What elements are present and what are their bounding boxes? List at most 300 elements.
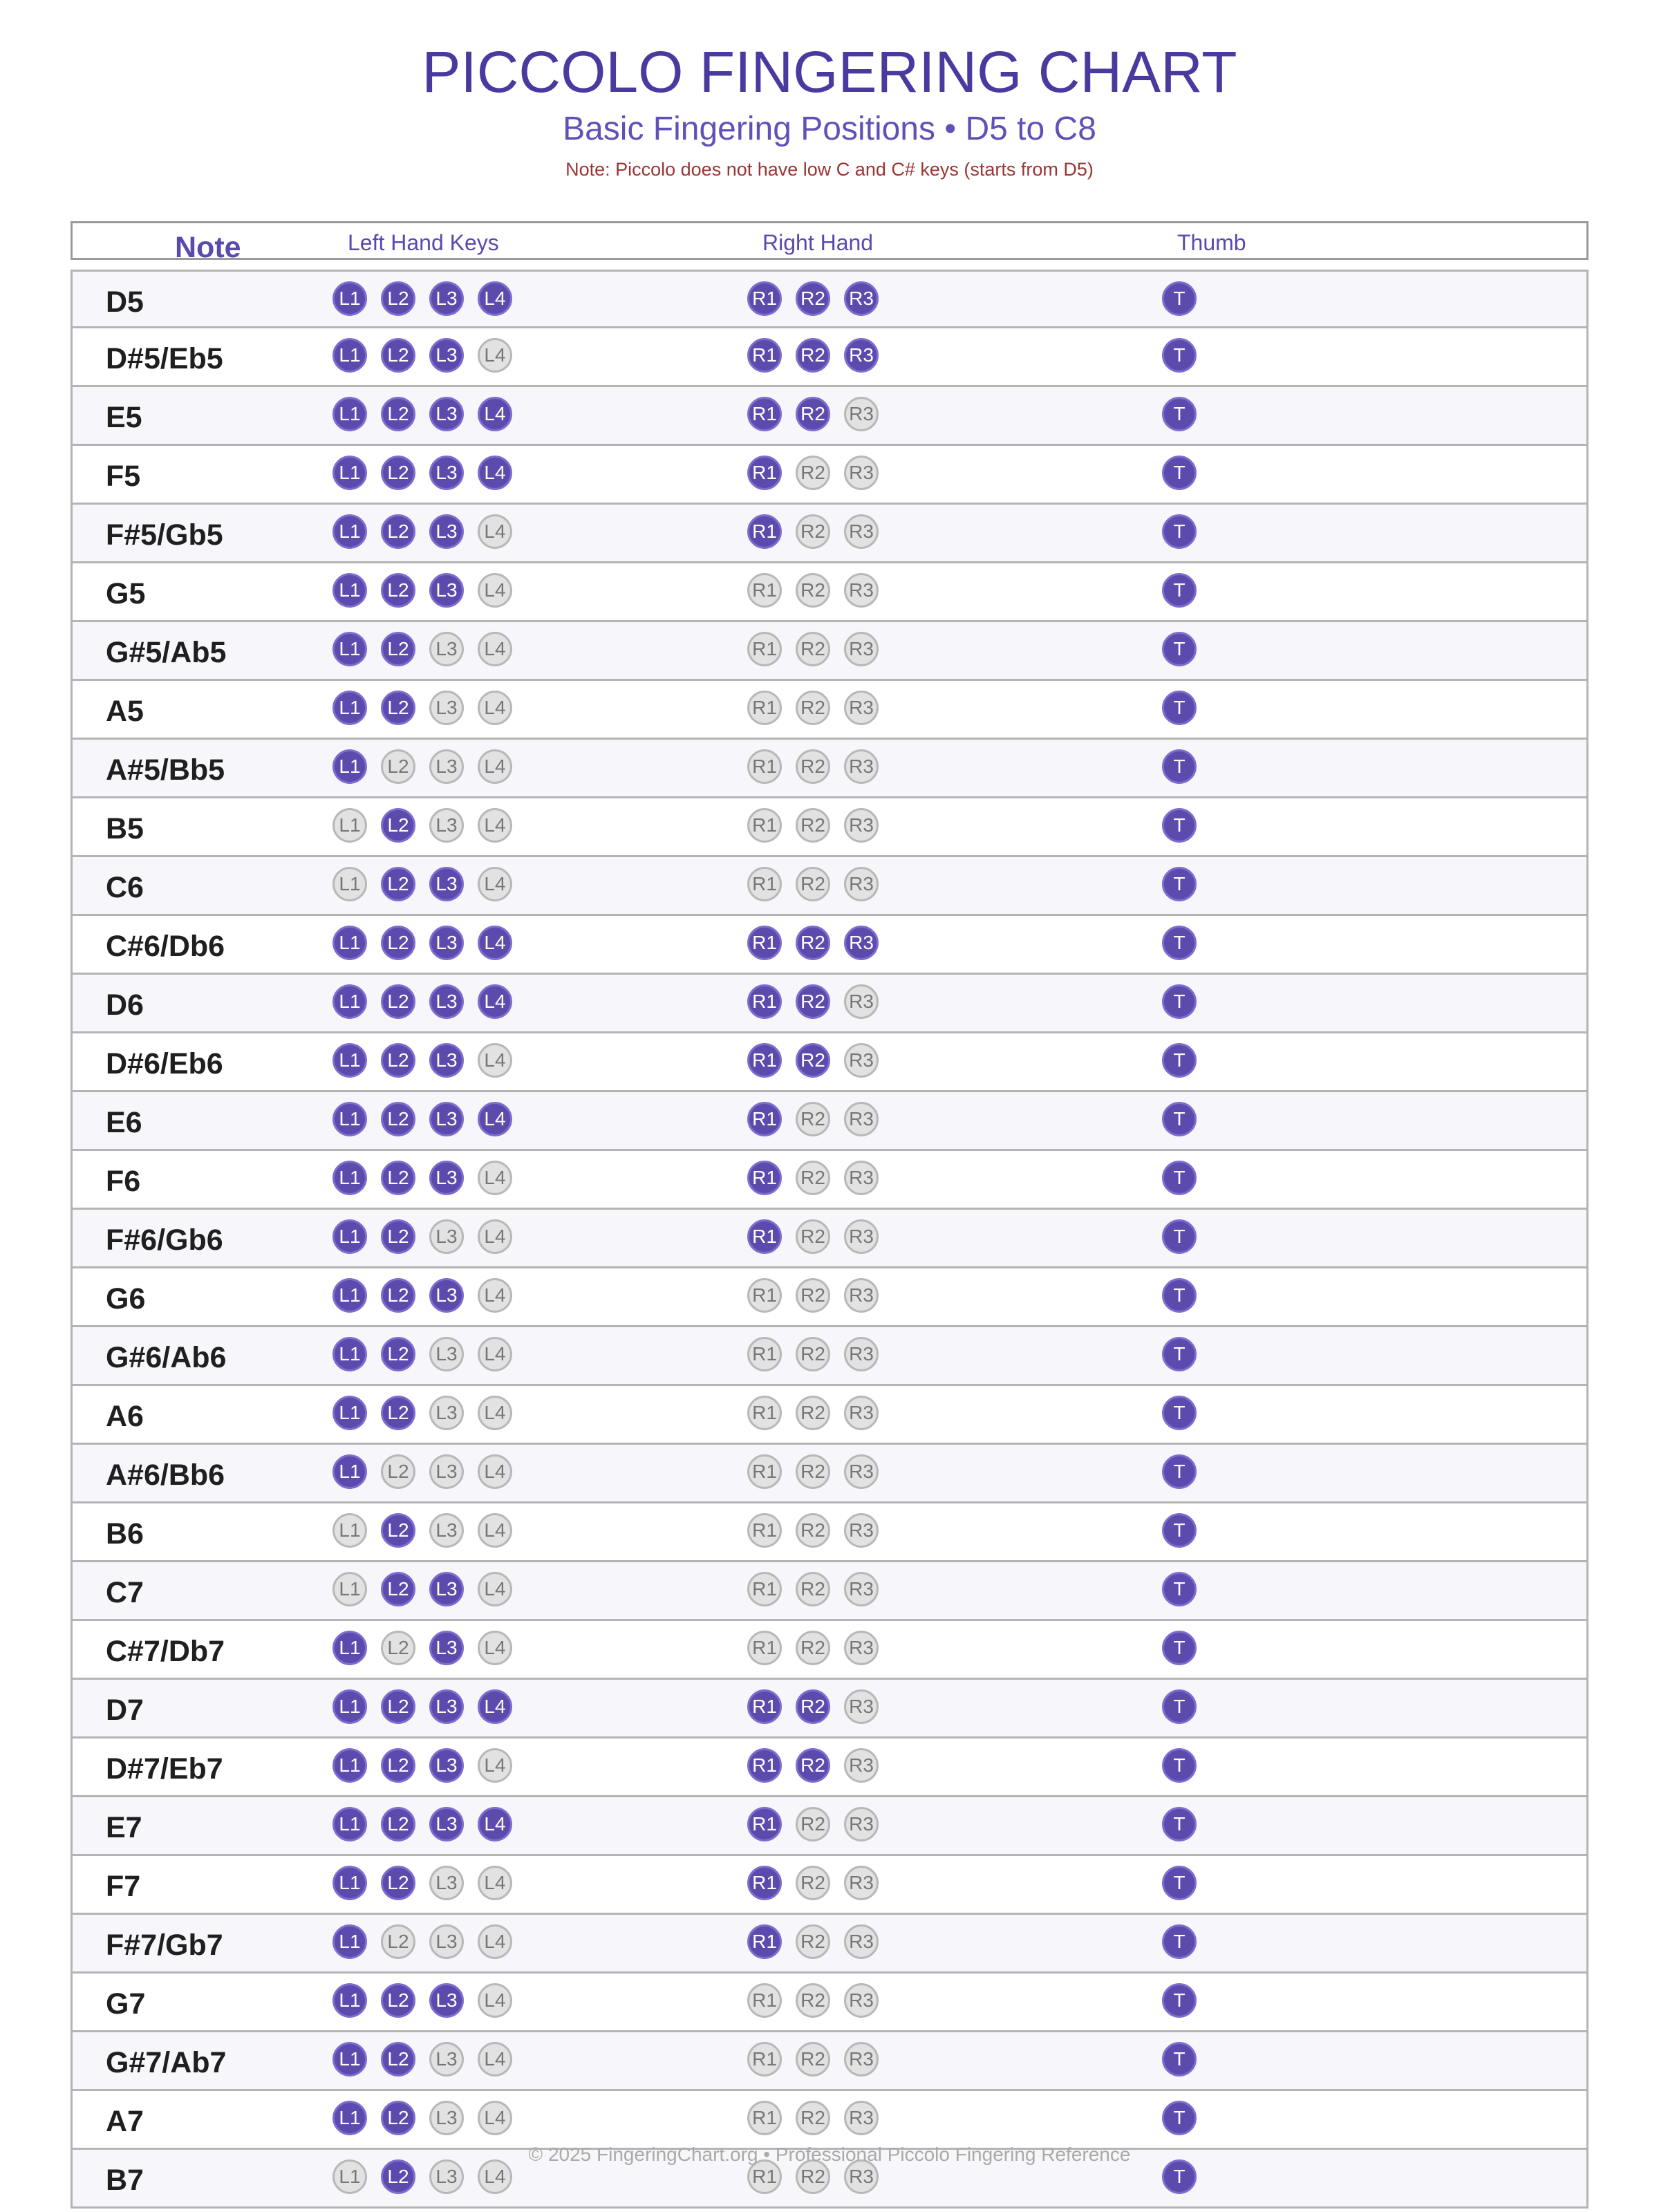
key-l4-open: L4	[478, 1278, 512, 1313]
key-l1-open: L1	[332, 2159, 367, 2194]
key-l2-pressed: L2	[381, 514, 415, 549]
key-r2-pressed: R2	[796, 984, 830, 1019]
key-l3-pressed: L3	[429, 984, 464, 1019]
key-r2-open: R2	[796, 1161, 830, 1195]
key-l4-open: L4	[478, 691, 512, 725]
note-name: A6	[106, 1400, 144, 1433]
key-r1-open: R1	[747, 573, 782, 608]
key-r2-open: R2	[796, 456, 830, 490]
key-l2-pressed: L2	[381, 456, 415, 490]
key-r2-open: R2	[796, 1983, 830, 2018]
key-r3-open: R3	[844, 1396, 879, 1430]
key-t-pressed: T	[1162, 573, 1197, 608]
key-l1-pressed: L1	[332, 1807, 367, 1841]
table-row	[71, 1621, 1588, 1680]
key-r1-pressed: R1	[747, 281, 782, 316]
key-r2-pressed: R2	[796, 926, 830, 960]
key-l2-pressed: L2	[381, 1219, 415, 1254]
key-l2-pressed: L2	[381, 2042, 415, 2077]
key-l4-open: L4	[478, 1337, 512, 1371]
key-l1-pressed: L1	[332, 338, 367, 373]
table-row	[71, 1915, 1588, 1974]
key-r2-open: R2	[796, 1454, 830, 1489]
key-r3-open: R3	[844, 2042, 879, 2077]
key-l1-pressed: L1	[332, 456, 367, 490]
key-l3-open: L3	[429, 1219, 464, 1254]
key-l3-open: L3	[429, 808, 464, 843]
header-right-hand: Right Hand	[762, 230, 874, 255]
key-l2-open: L2	[381, 1631, 415, 1665]
key-t-pressed: T	[1162, 749, 1197, 784]
key-l3-open: L3	[429, 2042, 464, 2077]
table-row	[71, 1092, 1588, 1151]
key-r1-pressed: R1	[747, 1748, 782, 1783]
key-r2-pressed: R2	[796, 1748, 830, 1783]
key-r2-pressed: R2	[796, 1043, 830, 1078]
key-r2-pressed: R2	[796, 281, 830, 316]
key-r1-pressed: R1	[747, 397, 782, 431]
key-r2-open: R2	[796, 1278, 830, 1313]
key-l2-pressed: L2	[381, 573, 415, 608]
key-r3-open: R3	[844, 1866, 879, 1900]
key-r2-open: R2	[796, 749, 830, 784]
key-r1-open: R1	[747, 691, 782, 725]
key-r1-open: R1	[747, 1572, 782, 1606]
key-l2-pressed: L2	[381, 984, 415, 1019]
key-t-pressed: T	[1162, 1337, 1197, 1371]
key-r3-open: R3	[844, 1278, 879, 1313]
key-r2-open: R2	[796, 573, 830, 608]
key-l2-pressed: L2	[381, 1983, 415, 2018]
key-l4-open: L4	[478, 1396, 512, 1430]
key-l3-open: L3	[429, 1337, 464, 1371]
key-l2-pressed: L2	[381, 632, 415, 666]
key-r3-open: R3	[844, 984, 879, 1019]
key-l4-open: L4	[478, 1924, 512, 1959]
note-name: E6	[106, 1106, 142, 1139]
key-l3-open: L3	[429, 2101, 464, 2135]
key-r1-open: R1	[747, 2042, 782, 2077]
key-t-pressed: T	[1162, 1689, 1197, 1724]
key-l4-open: L4	[478, 1219, 512, 1254]
key-r3-pressed: R3	[844, 338, 879, 373]
key-r3-open: R3	[844, 2159, 879, 2194]
key-l4-open: L4	[478, 1866, 512, 1900]
key-r1-open: R1	[747, 1631, 782, 1665]
table-row	[71, 1210, 1588, 1268]
key-r1-open: R1	[747, 1983, 782, 2018]
key-l4-open: L4	[478, 2042, 512, 2077]
key-l4-open: L4	[478, 1454, 512, 1489]
key-t-pressed: T	[1162, 1513, 1197, 1548]
key-r3-open: R3	[844, 514, 879, 549]
key-l2-pressed: L2	[381, 867, 415, 901]
key-l4-open: L4	[478, 2101, 512, 2135]
key-r3-open: R3	[844, 456, 879, 490]
key-l4-open: L4	[478, 338, 512, 373]
table-row	[71, 1268, 1588, 1327]
key-r3-pressed: R3	[844, 926, 879, 960]
note-name: G#5/Ab5	[106, 636, 227, 669]
table-row	[71, 975, 1588, 1033]
key-r1-pressed: R1	[747, 456, 782, 490]
key-r1-pressed: R1	[747, 1102, 782, 1136]
note-name: C6	[106, 871, 144, 904]
key-l4-open: L4	[478, 808, 512, 843]
key-t-pressed: T	[1162, 808, 1197, 843]
key-l3-open: L3	[429, 749, 464, 784]
key-r3-open: R3	[844, 573, 879, 608]
key-t-pressed: T	[1162, 1631, 1197, 1665]
key-l4-open: L4	[478, 1043, 512, 1078]
key-l2-pressed: L2	[381, 1572, 415, 1606]
key-t-pressed: T	[1162, 926, 1197, 960]
key-r1-open: R1	[747, 1278, 782, 1313]
key-r1-pressed: R1	[747, 1219, 782, 1254]
key-l2-open: L2	[381, 749, 415, 784]
key-l1-pressed: L1	[332, 691, 367, 725]
table-row	[71, 505, 1588, 563]
key-t-pressed: T	[1162, 281, 1197, 316]
key-l1-pressed: L1	[332, 1983, 367, 2018]
note-name: D5	[106, 285, 144, 319]
note-name: A#6/Bb6	[106, 1459, 225, 1492]
key-l2-pressed: L2	[381, 1866, 415, 1900]
key-l4-open: L4	[478, 1513, 512, 1548]
key-l3-pressed: L3	[429, 867, 464, 901]
key-t-pressed: T	[1162, 1396, 1197, 1430]
key-l4-pressed: L4	[478, 281, 512, 316]
key-r3-open: R3	[844, 1689, 879, 1724]
table-row	[71, 1680, 1588, 1738]
key-l2-pressed: L2	[381, 2101, 415, 2135]
key-r2-open: R2	[796, 632, 830, 666]
table-row	[71, 1151, 1588, 1210]
key-t-pressed: T	[1162, 1278, 1197, 1313]
note-name: G#6/Ab6	[106, 1341, 227, 1374]
table-row	[71, 1503, 1588, 1562]
table-row	[71, 740, 1588, 798]
key-l4-open: L4	[478, 749, 512, 784]
key-l3-open: L3	[429, 1924, 464, 1959]
key-t-pressed: T	[1162, 691, 1197, 725]
key-l1-pressed: L1	[332, 1454, 367, 1489]
key-l1-pressed: L1	[332, 2101, 367, 2135]
key-r2-open: R2	[796, 691, 830, 725]
fingering-table	[71, 270, 1588, 2209]
table-row	[71, 446, 1588, 505]
key-l2-pressed: L2	[381, 1043, 415, 1078]
key-l1-pressed: L1	[332, 2042, 367, 2077]
key-l3-pressed: L3	[429, 1161, 464, 1195]
table-row	[71, 387, 1588, 446]
key-r2-pressed: R2	[796, 338, 830, 373]
key-l3-open: L3	[429, 1396, 464, 1430]
key-t-pressed: T	[1162, 456, 1197, 490]
note-name: D#5/Eb5	[106, 342, 223, 375]
key-l3-pressed: L3	[429, 456, 464, 490]
key-l3-open: L3	[429, 2159, 464, 2194]
key-l3-pressed: L3	[429, 1102, 464, 1136]
note-name: F5	[106, 460, 141, 493]
key-l3-pressed: L3	[429, 1689, 464, 1724]
table-row	[71, 1386, 1588, 1445]
table-row	[71, 681, 1588, 740]
key-l4-pressed: L4	[478, 984, 512, 1019]
key-r3-open: R3	[844, 867, 879, 901]
note-name: D7	[106, 1694, 144, 1727]
key-l2-pressed: L2	[381, 926, 415, 960]
note-name: D#6/Eb6	[106, 1047, 223, 1080]
key-l1-pressed: L1	[332, 1396, 367, 1430]
key-r3-open: R3	[844, 1572, 879, 1606]
key-r1-open: R1	[747, 808, 782, 843]
key-r3-open: R3	[844, 1513, 879, 1548]
key-r2-pressed: R2	[796, 397, 830, 431]
note-name: B7	[106, 2164, 144, 2197]
key-l2-pressed: L2	[381, 281, 415, 316]
key-t-pressed: T	[1162, 1748, 1197, 1783]
key-r1-pressed: R1	[747, 926, 782, 960]
key-t-pressed: T	[1162, 1807, 1197, 1841]
key-l1-pressed: L1	[332, 1337, 367, 1371]
note-name: B5	[106, 812, 144, 845]
key-r2-open: R2	[796, 1337, 830, 1371]
key-r3-open: R3	[844, 1043, 879, 1078]
key-r2-open: R2	[796, 1866, 830, 1900]
note-name: F#6/Gb6	[106, 1224, 223, 1257]
range-note: Note: Piccolo does not have low C and C# keys (starts from D5)	[565, 159, 1094, 180]
key-r3-open: R3	[844, 1161, 879, 1195]
key-t-pressed: T	[1162, 1102, 1197, 1136]
table-row	[71, 1327, 1588, 1386]
key-l2-pressed: L2	[381, 338, 415, 373]
note-name: D#7/Eb7	[106, 1752, 223, 1785]
key-l1-pressed: L1	[332, 926, 367, 960]
key-l2-open: L2	[381, 1454, 415, 1489]
key-l2-pressed: L2	[381, 1748, 415, 1783]
table-row	[71, 2032, 1588, 2091]
key-l4-pressed: L4	[478, 1689, 512, 1724]
key-r2-open: R2	[796, 1631, 830, 1665]
key-r1-open: R1	[747, 1454, 782, 1489]
key-r2-open: R2	[796, 2101, 830, 2135]
key-l1-pressed: L1	[332, 1219, 367, 1254]
note-name: E7	[106, 1811, 142, 1844]
key-l3-pressed: L3	[429, 1572, 464, 1606]
table-row	[71, 1797, 1588, 1856]
note-name: G7	[106, 1987, 146, 2021]
key-r1-open: R1	[747, 1337, 782, 1371]
note-name: E5	[106, 401, 142, 434]
table-row	[71, 1445, 1588, 1503]
key-t-pressed: T	[1162, 514, 1197, 549]
key-l4-open: L4	[478, 1748, 512, 1783]
key-l4-open: L4	[478, 867, 512, 901]
note-name: G5	[106, 577, 146, 610]
key-r3-open: R3	[844, 632, 879, 666]
key-r2-pressed: R2	[796, 1689, 830, 1724]
key-r3-open: R3	[844, 1924, 879, 1959]
key-l3-open: L3	[429, 1454, 464, 1489]
key-r3-open: R3	[844, 749, 879, 784]
key-t-pressed: T	[1162, 1924, 1197, 1959]
key-l2-pressed: L2	[381, 1513, 415, 1548]
key-r3-open: R3	[844, 1807, 879, 1841]
key-r3-open: R3	[844, 1219, 879, 1254]
key-l3-pressed: L3	[429, 926, 464, 960]
key-l1-open: L1	[332, 808, 367, 843]
key-r1-open: R1	[747, 1513, 782, 1548]
key-r3-open: R3	[844, 1337, 879, 1371]
key-t-pressed: T	[1162, 984, 1197, 1019]
table-row	[71, 2091, 1588, 2150]
key-l1-pressed: L1	[332, 1161, 367, 1195]
key-l1-pressed: L1	[332, 1631, 367, 1665]
note-name: C#7/Db7	[106, 1635, 225, 1668]
key-l1-pressed: L1	[332, 1924, 367, 1959]
key-r2-open: R2	[796, 1396, 830, 1430]
key-r1-pressed: R1	[747, 514, 782, 549]
note-name: G6	[106, 1282, 146, 1315]
key-t-pressed: T	[1162, 2159, 1197, 2194]
key-t-pressed: T	[1162, 338, 1197, 373]
header-left-hand: Left Hand Keys	[348, 230, 499, 255]
key-r2-open: R2	[796, 808, 830, 843]
key-r2-open: R2	[796, 1924, 830, 1959]
key-l3-open: L3	[429, 632, 464, 666]
key-l3-pressed: L3	[429, 1043, 464, 1078]
key-l1-open: L1	[332, 1572, 367, 1606]
note-name: B6	[106, 1517, 144, 1550]
key-r2-open: R2	[796, 867, 830, 901]
note-name: C#6/Db6	[106, 930, 225, 963]
key-l2-open: L2	[381, 1924, 415, 1959]
table-header	[71, 221, 1588, 264]
key-t-pressed: T	[1162, 2101, 1197, 2135]
key-r1-pressed: R1	[747, 1807, 782, 1841]
note-name: D6	[106, 988, 144, 1022]
key-l2-pressed: L2	[381, 1102, 415, 1136]
key-l4-pressed: L4	[478, 397, 512, 431]
page-subtitle: Basic Fingering Positions • D5 to C8	[563, 111, 1096, 147]
key-l2-pressed: L2	[381, 808, 415, 843]
key-r2-open: R2	[796, 1102, 830, 1136]
key-r1-pressed: R1	[747, 984, 782, 1019]
key-t-pressed: T	[1162, 397, 1197, 431]
key-l3-pressed: L3	[429, 573, 464, 608]
key-l3-pressed: L3	[429, 1278, 464, 1313]
key-l3-pressed: L3	[429, 281, 464, 316]
table-row	[71, 1033, 1588, 1092]
key-r3-open: R3	[844, 1631, 879, 1665]
key-r2-open: R2	[796, 1572, 830, 1606]
key-l4-open: L4	[478, 1161, 512, 1195]
key-r3-open: R3	[844, 808, 879, 843]
key-t-pressed: T	[1162, 1983, 1197, 2018]
key-r2-open: R2	[796, 1219, 830, 1254]
key-l4-open: L4	[478, 573, 512, 608]
key-t-pressed: T	[1162, 632, 1197, 666]
key-l1-pressed: L1	[332, 397, 367, 431]
note-name: A5	[106, 695, 144, 728]
key-r2-open: R2	[796, 2042, 830, 2077]
key-t-pressed: T	[1162, 1866, 1197, 1900]
key-t-pressed: T	[1162, 2042, 1197, 2077]
table-row	[71, 1974, 1588, 2032]
key-l1-open: L1	[332, 1513, 367, 1548]
key-l1-pressed: L1	[332, 749, 367, 784]
key-l1-pressed: L1	[332, 281, 367, 316]
key-r2-open: R2	[796, 1513, 830, 1548]
key-l1-pressed: L1	[332, 984, 367, 1019]
key-t-pressed: T	[1162, 1454, 1197, 1489]
key-l1-pressed: L1	[332, 514, 367, 549]
key-l3-pressed: L3	[429, 397, 464, 431]
key-l2-pressed: L2	[381, 1278, 415, 1313]
key-r2-open: R2	[796, 514, 830, 549]
key-l4-open: L4	[478, 1631, 512, 1665]
table-row	[71, 563, 1588, 622]
key-r3-pressed: R3	[844, 281, 879, 316]
key-l4-open: L4	[478, 2159, 512, 2194]
table-row	[71, 857, 1588, 916]
header-note: Note	[175, 231, 241, 264]
key-l3-pressed: L3	[429, 1631, 464, 1665]
note-name: F7	[106, 1870, 141, 1903]
key-r1-pressed: R1	[747, 1924, 782, 1959]
key-l2-pressed: L2	[381, 2159, 415, 2194]
key-l3-pressed: L3	[429, 338, 464, 373]
key-l4-pressed: L4	[478, 1102, 512, 1136]
key-l4-open: L4	[478, 1983, 512, 2018]
key-l1-pressed: L1	[332, 1043, 367, 1078]
table-row	[71, 1562, 1588, 1621]
key-r1-open: R1	[747, 2159, 782, 2194]
key-t-pressed: T	[1162, 867, 1197, 901]
key-l3-open: L3	[429, 1866, 464, 1900]
key-r1-open: R1	[747, 632, 782, 666]
key-t-pressed: T	[1162, 1219, 1197, 1254]
key-l4-pressed: L4	[478, 456, 512, 490]
key-l1-pressed: L1	[332, 632, 367, 666]
key-r3-open: R3	[844, 691, 879, 725]
key-r1-open: R1	[747, 749, 782, 784]
key-l1-pressed: L1	[332, 1278, 367, 1313]
key-l4-open: L4	[478, 1572, 512, 1606]
key-l4-open: L4	[478, 632, 512, 666]
note-name: F#7/Gb7	[106, 1929, 223, 1962]
table-row	[71, 270, 1588, 328]
key-r1-pressed: R1	[747, 1689, 782, 1724]
key-l2-pressed: L2	[381, 1161, 415, 1195]
key-r2-open: R2	[796, 1807, 830, 1841]
key-l1-pressed: L1	[332, 1102, 367, 1136]
key-r1-open: R1	[747, 1396, 782, 1430]
key-r1-pressed: R1	[747, 1161, 782, 1195]
key-l2-pressed: L2	[381, 1807, 415, 1841]
key-l3-pressed: L3	[429, 1807, 464, 1841]
key-l1-pressed: L1	[332, 1689, 367, 1724]
key-r3-open: R3	[844, 2101, 879, 2135]
key-l1-pressed: L1	[332, 1866, 367, 1900]
page-title: PICCOLO FINGERING CHART	[422, 39, 1237, 104]
key-l3-pressed: L3	[429, 1748, 464, 1783]
key-l2-pressed: L2	[381, 397, 415, 431]
footer: © 2025 FingeringChart.org • Professional Piccolo Fingering Reference	[528, 2144, 1131, 2165]
note-name: C7	[106, 1576, 144, 1609]
table-row	[71, 798, 1588, 857]
